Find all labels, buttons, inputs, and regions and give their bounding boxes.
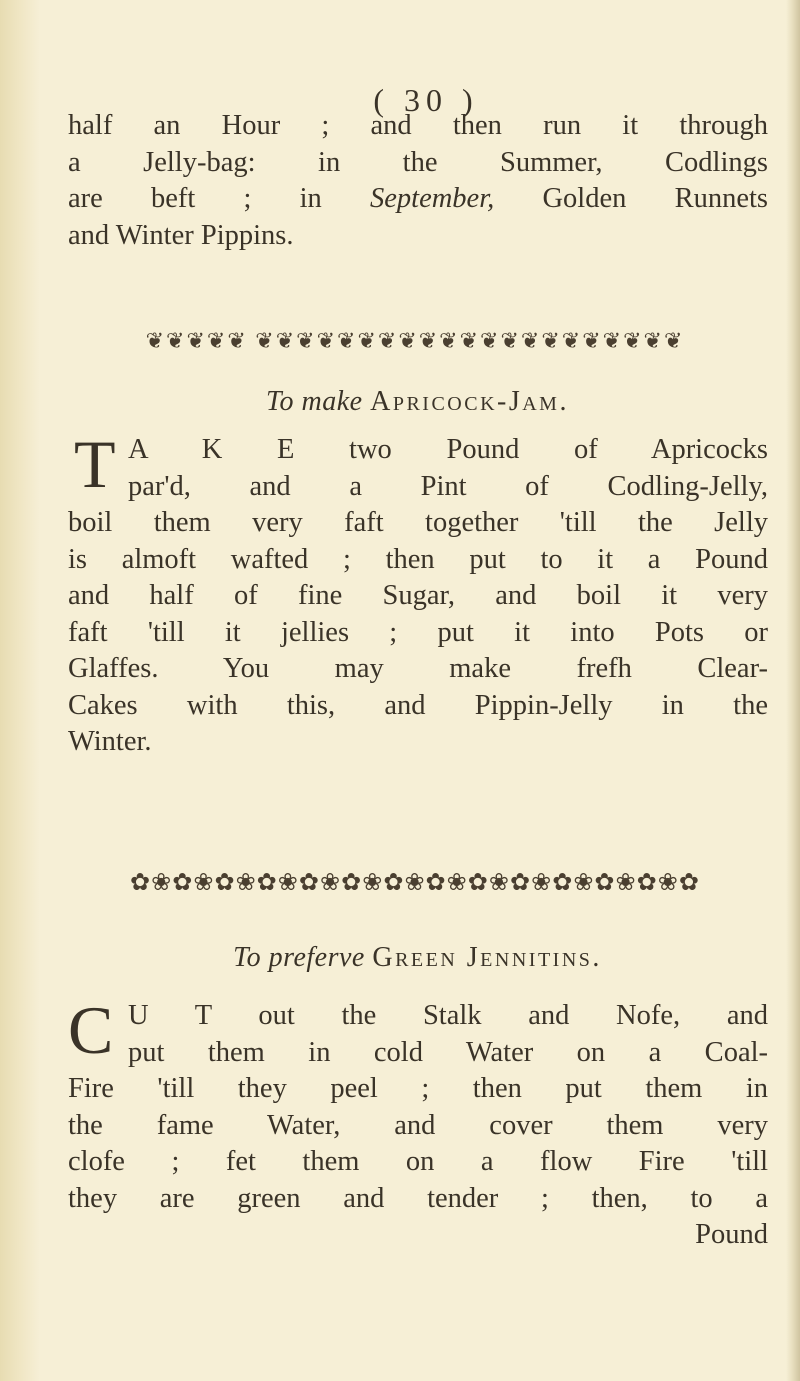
text-line: boil them very faft together 'till the Jelly [68, 507, 768, 538]
text-line: par'd, and a Pint of Codling-Jelly, [128, 470, 768, 502]
catchword: Pound [695, 1219, 768, 1250]
text-line: put them in cold Water on a Coal- [128, 1036, 768, 1068]
text-line: Glaffes. You may make frefh Clear- [68, 653, 768, 684]
recipe-title-lead: To make [266, 386, 363, 417]
intro-paragraph [68, 108, 768, 254]
text-line: faft 'till it jellies ; put it into Pots or [68, 616, 768, 648]
page-number: ( 30 ) [373, 82, 479, 118]
text-fragment-italic: September, [370, 183, 495, 214]
text-fragment: are beft ; in [68, 183, 322, 214]
recipe-title-name: Green Jennitins. [372, 942, 602, 973]
text-line: A K E two Pound of Apricocks [128, 434, 768, 465]
recipe-title-lead: To preferve [233, 942, 365, 973]
recipe-body-green-jennitins [68, 992, 768, 1254]
text-line: they are green and tender ; then, to a [68, 1182, 768, 1214]
page-gutter-shadow [0, 0, 40, 1381]
text-line: clofe ; fet them on a flow Fire 'till [68, 1146, 768, 1177]
ornament-divider: ❦❦❦❦❦ ❦❦❦❦❦❦❦❦❦❦❦❦❦❦❦❦❦❦❦❦❦ [145, 328, 685, 353]
drop-cap: T [74, 426, 116, 502]
text-line: U T out the Stalk and Nofe, and [128, 1000, 768, 1031]
text-line: the fame Water, and cover them very [68, 1109, 768, 1141]
text-line: is almoft wafted ; then put to it a Pound [68, 543, 768, 575]
ornament-divider: ✿❀✿❀✿❀✿❀✿❀✿❀✿❀✿❀✿❀✿❀✿❀✿❀✿❀✿ [130, 870, 700, 894]
drop-cap: C [68, 992, 114, 1068]
text-line: Fire 'till they peel ; then put them in [68, 1073, 768, 1104]
recipe-title-name: Apricock-Jam. [370, 386, 569, 417]
text-line: a Jelly-bag: in the Summer, Codlings [68, 146, 768, 178]
page-edge-shadow [786, 0, 800, 1381]
recipe-body-apricock-jam [68, 426, 768, 761]
text-line: and half of fine Sugar, and boil it very [68, 580, 768, 611]
recipe-title-green-jennitins [60, 942, 775, 974]
recipe-title-apricock-jam [60, 386, 775, 418]
text-fragment: Golden Runnets [542, 183, 768, 214]
text-line: half an Hour ; and then run it through [68, 110, 768, 141]
text-line: Winter. [68, 726, 152, 757]
text-line: and Winter Pippins. [68, 219, 294, 251]
text-line: Cakes with this, and Pippin-Jelly in the [68, 689, 768, 721]
text-line [68, 181, 768, 218]
